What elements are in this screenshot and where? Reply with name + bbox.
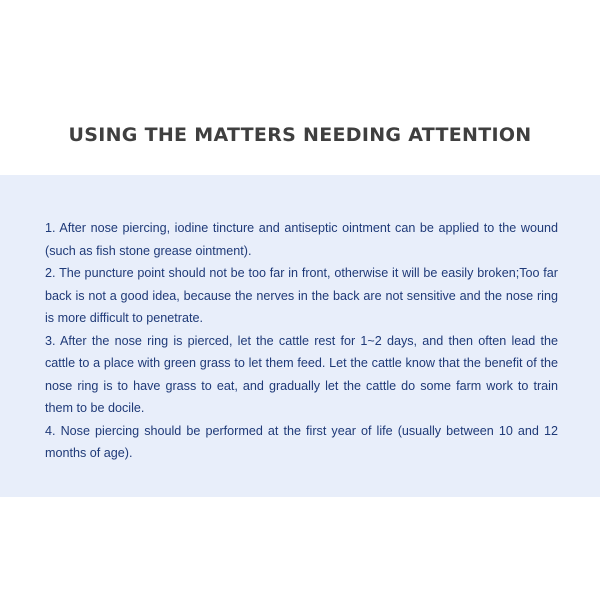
note-item-1: 1. After nose piercing, iodine tincture and antiseptic ointment can be applied to the wound (such as fish stone grease ointment). [45,221,558,258]
section-heading: USING THE MATTERS NEEDING ATTENTION [68,124,532,146]
notes-list [45,217,558,465]
note-item-2: 2. The puncture point should not be too far in front, otherwise it will be easily broken;Too far back is not a good idea, because the nerves in the back are not sensitive and the nose ring is more difficult to penetrate. [45,266,558,325]
note-item-4: 4. Nose piercing should be performed at the first year of life (usually between 10 and 12 months of age). [45,423,558,460]
note-item-3: 3. After the nose ring is pierced, let the cattle rest for 1~2 days, and then often lead the cattle to a place with green grass to let them feed. Let the cattle know that the benefit of the nose ring is to have grass to eat, and gradually let the cattle do some farm work to train them to be docile. [45,333,558,415]
